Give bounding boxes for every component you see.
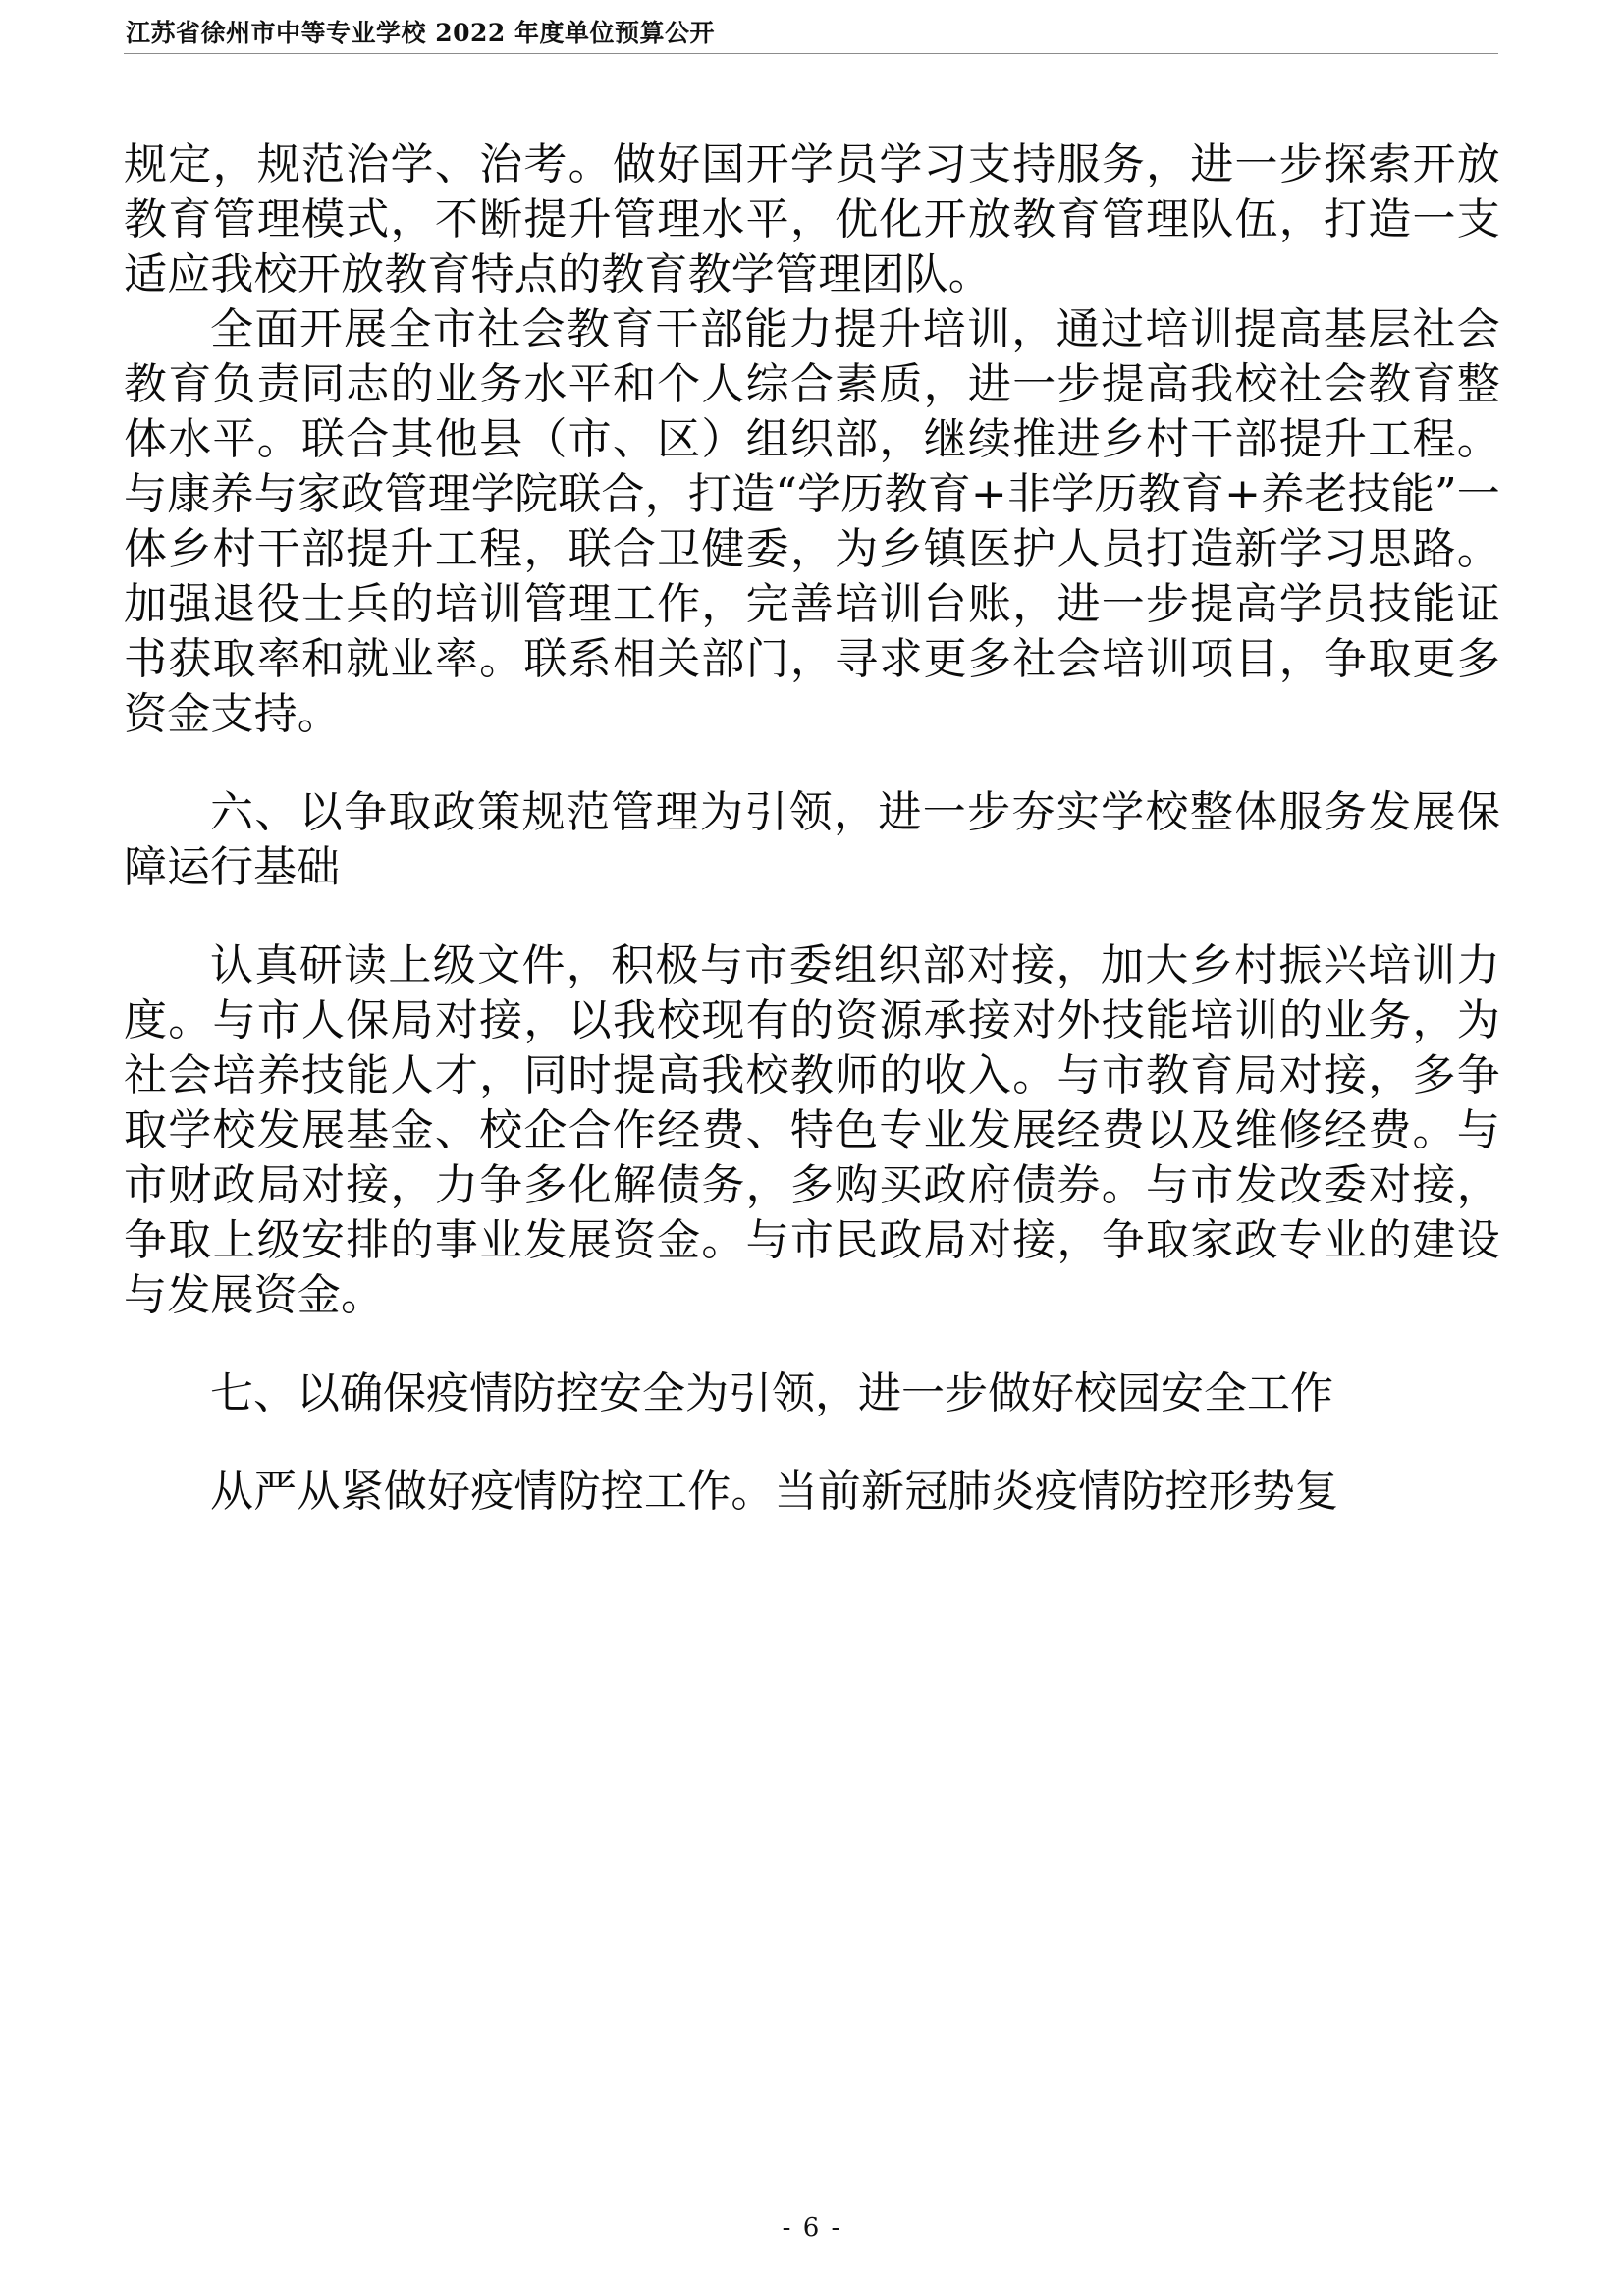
header-divider — [124, 53, 1498, 54]
page-header — [0, 0, 1624, 71]
paragraph-open-education: 规定，规范治学、治考。做好国开学员学习支持服务，进一步探索开放教育管理模式，不断提升管理水平，优化开放教育管理队伍，打造一支适应我校开放教育特点的教育教学管理团队。 — [124, 139, 1500, 299]
section-heading-six: 六、以争取政策规范管理为引领，进一步夯实学校整体服务发展保障运行基础 — [124, 787, 1500, 892]
paragraph-social-education-training: 全面开展全市社会教育干部能力提升培训，通过培训提高基层社会教育负责同志的业务水平和个人综合素质，进一步提高我校社会教育整体水平。联合其他县（市、区）组织部，继续推进乡村干部提升工程。与康养与家政管理学院联合，打造“学历教育+非学历教育+养老技能”一体乡村干部提升工程，联合卫健委，为乡镇医护人员打造新学习思路。加强退役士兵的培训管理工作，完善培训台账，进一步提高学员技能证书获取率和就业率。联系相关部门，寻求更多社会培训项目，争取更多资金支持。 — [124, 304, 1500, 739]
paragraph-epidemic-control: 从严从紧做好疫情防控工作。当前新冠肺炎疫情防控形势复 — [210, 1467, 1339, 1517]
page-number: - 6 - — [782, 2214, 842, 2243]
paragraph-policy-docking: 认真研读上级文件，积极与市委组织部对接，加大乡村振兴培训力度。与市人保局对接，以我校现有的资源承接对外技能培训的业务，为社会培养技能人才，同时提高我校教师的收入。与市教育局对接，多争取学校发展基金、校企合作经费、特色专业发展经费以及维修经费。与市财政局对接，力争多化解债务，多购买政府债券。与市发改委对接，争取上级安排的事业发展资金。与市民政局对接，争取家政专业的建设与发展资金。 — [124, 940, 1500, 1320]
page-footer — [0, 2214, 1624, 2243]
section-heading-seven: 七、以确保疫情防控安全为引领，进一步做好校园安全工作 — [210, 1368, 1333, 1418]
header-title: 江苏省徐州市中等专业学校 2022 年度单位预算公开 — [126, 19, 715, 47]
document-body — [124, 137, 1500, 1520]
